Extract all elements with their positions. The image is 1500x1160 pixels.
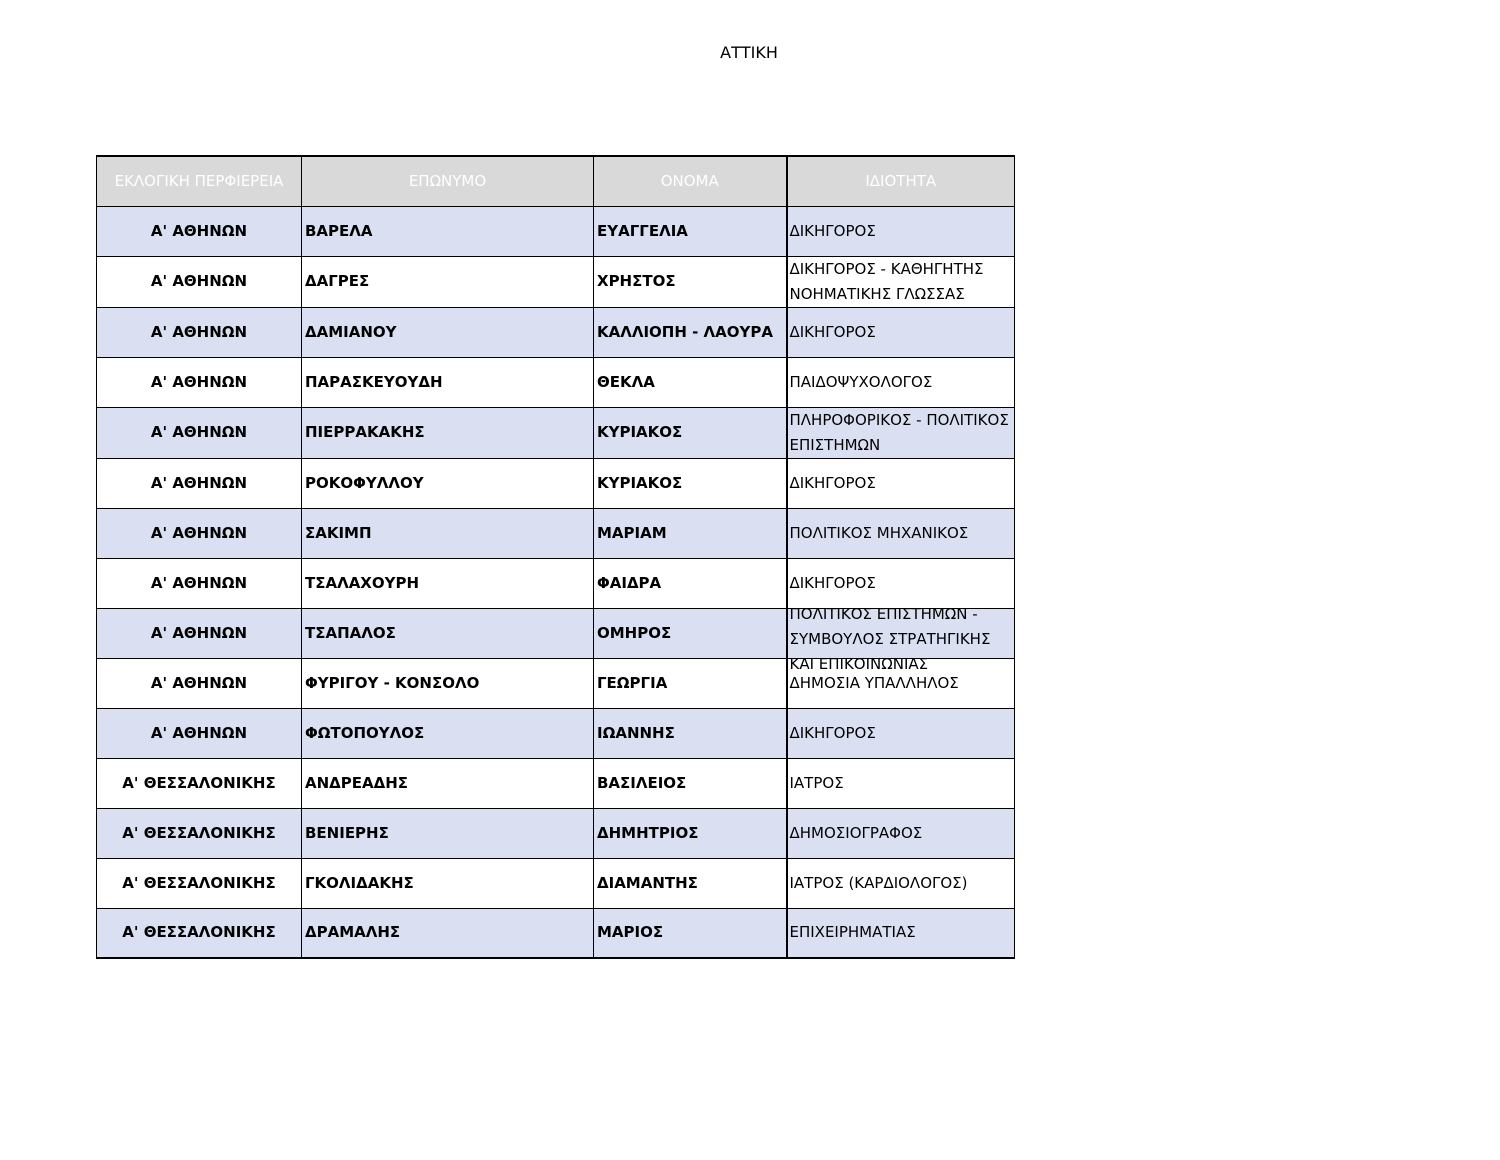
header-district: ΕΚΛΟΓΙΚΗ ΠΕΡΦΙΕΡΕΙΑ — [97, 156, 302, 206]
profession-cell: ΔΙΚΗΓΟΡΟΣ — [787, 558, 1015, 608]
firstname-cell: ΧΡΗΣΤΟΣ — [594, 256, 787, 307]
firstname-cell: ΜΑΡΙΑΜ — [594, 508, 787, 558]
district-cell: Α' ΘΕΣΣΑΛΟΝΙΚΗΣ — [97, 908, 302, 958]
table-row — [97, 858, 1015, 908]
surname-cell: ΒΑΡΕΛΑ — [302, 206, 594, 256]
table-header-row — [97, 156, 1015, 206]
table-row — [97, 206, 1015, 256]
profession-cell: ΙΑΤΡΟΣ — [787, 758, 1015, 808]
firstname-cell: ΚΑΛΛΙΟΠΗ - ΛΑΟΥΡΑ — [594, 307, 787, 357]
surname-cell: ΔΑΓΡΕΣ — [302, 256, 594, 307]
surname-cell: ΡΟΚΟΦΥΛΛΟΥ — [302, 458, 594, 508]
district-cell: Α' ΑΘΗΝΩΝ — [97, 658, 302, 708]
table-body — [97, 206, 1015, 958]
firstname-cell: ΜΑΡΙΟΣ — [594, 908, 787, 958]
surname-cell: ΤΣΑΠΑΛΟΣ — [302, 608, 594, 658]
district-cell: Α' ΑΘΗΝΩΝ — [97, 458, 302, 508]
profession-cell: ΕΠΙΧΕΙΡΗΜΑΤΙΑΣ — [787, 908, 1015, 958]
district-cell: Α' ΑΘΗΝΩΝ — [97, 558, 302, 608]
surname-cell: ΔΑΜΙΑΝΟΥ — [302, 307, 594, 357]
district-cell: Α' ΑΘΗΝΩΝ — [97, 407, 302, 458]
district-cell: Α' ΑΘΗΝΩΝ — [97, 357, 302, 407]
firstname-cell: ΙΩΑΝΝΗΣ — [594, 708, 787, 758]
table-row — [97, 758, 1015, 808]
table-row — [97, 508, 1015, 558]
profession-cell: ΔΙΚΗΓΟΡΟΣ — [787, 708, 1015, 758]
page-title: ΑΤΤΙΚΗ — [720, 43, 778, 62]
district-cell: Α' ΘΕΣΣΑΛΟΝΙΚΗΣ — [97, 758, 302, 808]
table-row — [97, 307, 1015, 357]
surname-cell: ΓΚΟΛΙΔΑΚΗΣ — [302, 858, 594, 908]
surname-cell: ΑΝΔΡΕΑΔΗΣ — [302, 758, 594, 808]
table-row — [97, 458, 1015, 508]
firstname-cell: ΔΙΑΜΑΝΤΗΣ — [594, 858, 787, 908]
district-cell: Α' ΘΕΣΣΑΛΟΝΙΚΗΣ — [97, 858, 302, 908]
surname-cell: ΠΙΕΡΡΑΚΑΚΗΣ — [302, 407, 594, 458]
firstname-cell: ΦΑΙΔΡΑ — [594, 558, 787, 608]
profession-cell: ΔΙΚΗΓΟΡΟΣ - ΚΑΘΗΓΗΤΗΣ ΝΟΗΜΑΤΙΚΗΣ ΓΛΩΣΣΑΣ — [787, 256, 1015, 307]
profession-cell: ΔΗΜΟΣΙΟΓΡΑΦΟΣ — [787, 808, 1015, 858]
surname-cell: ΣΑΚΙΜΠ — [302, 508, 594, 558]
table-row — [97, 407, 1015, 458]
surname-cell: ΔΡΑΜΑΛΗΣ — [302, 908, 594, 958]
table-row — [97, 558, 1015, 608]
firstname-cell: ΚΥΡΙΑΚΟΣ — [594, 458, 787, 508]
firstname-cell: ΔΗΜΗΤΡΙΟΣ — [594, 808, 787, 858]
firstname-cell: ΘΕΚΛΑ — [594, 357, 787, 407]
profession-cell: ΔΗΜΟΣΙΑ ΥΠΑΛΛΗΛΟΣ — [787, 658, 1015, 708]
header-surname: ΕΠΩΝΥΜΟ — [302, 156, 594, 206]
surname-cell: ΒΕΝΙΕΡΗΣ — [302, 808, 594, 858]
profession-cell: ΔΙΚΗΓΟΡΟΣ — [787, 307, 1015, 357]
profession-cell: ΠΑΙΔΟΨΥΧΟΛΟΓΟΣ — [787, 357, 1015, 407]
profession-cell: ΠΟΛΙΤΙΚΟΣ ΜΗΧΑΝΙΚΟΣ — [787, 508, 1015, 558]
district-cell: Α' ΑΘΗΝΩΝ — [97, 608, 302, 658]
table-row — [97, 708, 1015, 758]
surname-cell: ΤΣΑΛΑΧΟΥΡΗ — [302, 558, 594, 608]
firstname-cell: ΓΕΩΡΓΙΑ — [594, 658, 787, 708]
table-row — [97, 357, 1015, 407]
district-cell: Α' ΑΘΗΝΩΝ — [97, 256, 302, 307]
table-row — [97, 908, 1015, 958]
profession-cell — [787, 604, 1015, 673]
surname-cell: ΠΑΡΑΣΚΕΥΟΥΔΗ — [302, 357, 594, 407]
table-row — [97, 808, 1015, 858]
header-profession: ΙΔΙΟΤΗΤΑ — [787, 156, 1015, 206]
profession-cell: ΔΙΚΗΓΟΡΟΣ — [787, 206, 1015, 256]
table-row — [97, 608, 1015, 658]
surname-cell: ΦΥΡΙΓΟΥ - ΚΟΝΣΟΛΟ — [302, 658, 594, 708]
surname-cell: ΦΩΤΟΠΟΥΛΟΣ — [302, 708, 594, 758]
district-cell: Α' ΑΘΗΝΩΝ — [97, 307, 302, 357]
candidates-table — [96, 155, 1015, 959]
firstname-cell: ΕΥΑΓΓΕΛΙΑ — [594, 206, 787, 256]
firstname-cell: ΟΜΗΡΟΣ — [594, 608, 787, 658]
district-cell: Α' ΑΘΗΝΩΝ — [97, 206, 302, 256]
profession-cell: ΔΙΚΗΓΟΡΟΣ — [787, 458, 1015, 508]
header-firstname: ΟΝΟΜΑ — [594, 156, 787, 206]
district-cell: Α' ΑΘΗΝΩΝ — [97, 508, 302, 558]
table-row — [97, 256, 1015, 307]
profession-text: ΠΟΛΙΤΙΚΟΣ ΕΠΙΣΤΗΜΩΝ - ΣΥΜΒΟΥΛΟΣ ΣΤΡΑΤΗΓΙΚΗΣ ΚΑΙ ΕΠΙΚΟΙΝΩΝΙΑΣ — [789, 604, 991, 673]
district-cell: Α' ΑΘΗΝΩΝ — [97, 708, 302, 758]
profession-cell: ΠΛΗΡΟΦΟΡΙΚΟΣ - ΠΟΛΙΤΙΚΟΣ ΕΠΙΣΤΗΜΩΝ — [787, 407, 1015, 458]
district-cell: Α' ΘΕΣΣΑΛΟΝΙΚΗΣ — [97, 808, 302, 858]
profession-cell: ΙΑΤΡΟΣ (ΚΑΡΔΙΟΛΟΓΟΣ) — [787, 858, 1015, 908]
firstname-cell: ΒΑΣΙΛΕΙΟΣ — [594, 758, 787, 808]
firstname-cell: ΚΥΡΙΑΚΟΣ — [594, 407, 787, 458]
